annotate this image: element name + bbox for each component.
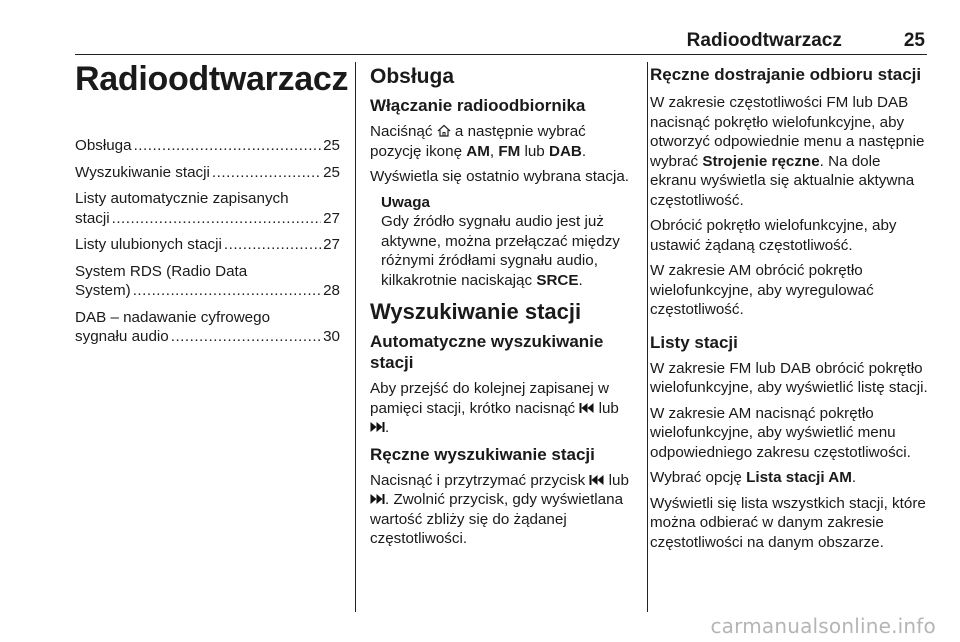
toc-label: System) [75,282,131,299]
toc-entry[interactable] [75,136,340,156]
running-header [620,30,925,54]
home-icon [437,124,451,137]
content-column-3 [650,64,930,558]
toc-leader [212,163,321,183]
section-title-obsluga: Obsługa [370,65,455,88]
seek-back-icon [579,402,594,414]
paragraph: Wybrać opcję Lista stacji AM. [650,469,857,486]
toc-label: Listy ulubionych stacji [75,236,222,253]
note-title: Uwaga [381,193,430,211]
toc-entry[interactable] [75,235,340,255]
paragraph: Wyświetli się lista wszystkich stacji, które można odbierać w danym zakresie częstotliwości na danym obszarze. [650,494,926,551]
toc-entry[interactable] [75,189,340,228]
toc-label: Wyszukiwanie stacji [75,163,210,181]
toc-column [75,58,349,354]
toc-page: 27 [323,209,340,227]
toc-leader [133,281,321,301]
toc-leader [171,327,321,347]
seek-back-icon [589,474,604,486]
toc-page: 25 [323,163,340,181]
paragraph: Naciśnąć a następnie wybrać pozycję ikonę AM, FM lub DAB. [370,123,587,160]
toc-label: sygnału audio [75,328,169,345]
toc-label: System RDS (Radio Data [75,262,248,280]
toc-page: 27 [323,236,340,253]
toc-leader [112,209,321,229]
toc-leader [224,235,321,255]
section-title-wyszukiwanie: Wyszukiwanie stacji [370,299,582,324]
paragraph: Obrócić pokrętło wielofunkcyjne, aby ustawić żądaną częstotliwość. [650,217,897,254]
column-divider-1 [355,62,356,612]
toc-label: Listy automatycznie zapisanych [75,190,289,207]
toc-entry[interactable] [75,163,340,183]
toc-page: 28 [323,282,340,299]
paragraph: W zakresie częstotliwości FM lub DAB nacisnąć pokrętło wielofunkcyjne, aby otworzyć odpowiednie menu a następnie wybrać Strojenie ręczne. Na dole ekranu wyświetla się aktualnie aktywna częstotliwość. [650,94,925,209]
toc-page: 25 [323,137,340,154]
paragraph: W zakresie AM nacisnąć pokrętło wielofunkcyjne, aby wyświetlić menu odpowiedniego zakresu częstotliwości. [650,404,911,461]
header-rule [75,54,927,55]
subsection-title-dostrajanie: Ręczne dostrajanie odbioru stacji [650,65,922,84]
subsection-title-wlaczanie: Włączanie radioodbiornika [370,96,586,115]
paragraph: W zakresie FM lub DAB obrócić pokrętło wielofunkcyjne, aby wyświetlić listę stacji. [650,359,928,396]
toc-label: DAB – nadawanie cyfrowego [75,308,271,326]
content-column-2 [370,64,634,555]
toc-label: stacji [75,209,110,227]
paragraph: Nacisnąć i przytrzymać przycisk lub . Zwolnić przycisk, gdy wyświetlana wartość zbliży się do żądanej częstotliwości. [370,471,629,547]
seek-forward-icon [370,421,385,433]
toc-page: 30 [323,328,340,345]
toc-label: Obsługa [75,137,132,154]
seek-forward-icon [370,493,385,505]
subsection-title-automatyczne: Automatyczne wyszukiwanie stacji [370,332,604,372]
watermark: carmanualsonline.info [710,614,936,638]
note-box: Uwaga Gdy źródło sygnału audio jest już aktywne, można przełączać między różnymi źródłami sygnału audio, kilkakrotnie naciskając SRCE. [370,193,634,291]
paragraph: W zakresie AM obrócić pokrętło wielofunkcyjne, aby wyregulować częstotliwość. [650,262,874,318]
note-text: Gdy źródło sygnału audio jest już aktywne, można przełączać między różnymi źródłami sygnału audio, kilkakrotnie naciskając [381,213,620,289]
toc-entry[interactable] [75,262,340,301]
column-divider-2 [647,62,648,612]
paragraph: Aby przejść do kolejnej zapisanej w pamięci stacji, krótko nacisnąć lub . [370,380,619,436]
running-header-title: Radioodtwarzacz [686,30,842,51]
paragraph: Wyświetla się ostatnio wybrana stacja. [370,168,630,185]
chapter-title: Radioodtwarzacz [75,60,349,98]
toc-leader [134,136,322,156]
page-number: 25 [903,30,925,51]
subsection-title-listy: Listy stacji [650,332,738,352]
subsection-title-reczne: Ręczne wyszukiwanie stacji [370,444,595,464]
toc-entry[interactable] [75,308,340,347]
